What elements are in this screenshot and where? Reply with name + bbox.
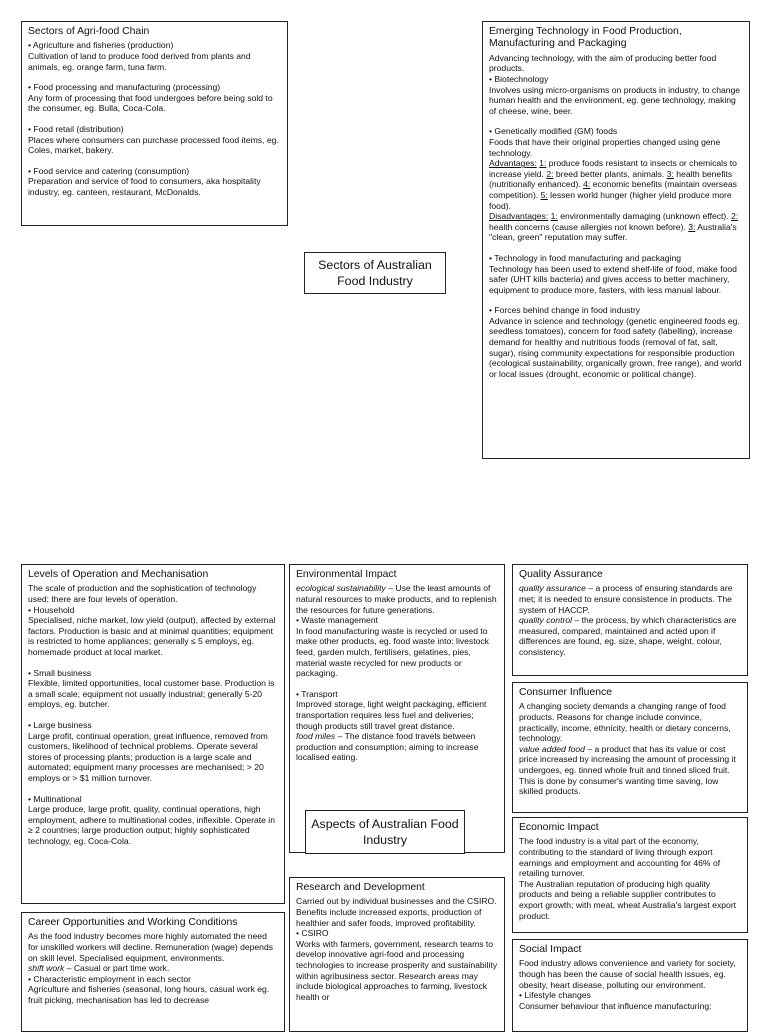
qc-text: – the process, by which characteristics are measured, compared, maintained and acted upon if differences are found, eg. size, shape, weight, colour, consistency.: [519, 615, 737, 657]
transport-text: Improved storage, light weight packaging, efficient transportation requires less fuel and deliveries; though products still travel great distance.: [296, 699, 487, 731]
waste-label: • Waste management: [296, 615, 378, 626]
career-title: Career Opportunities and Working Conditions: [28, 917, 238, 928]
eco-term: ecological sustainability: [296, 583, 386, 594]
career-intro: As the food industry becomes more highly automated the need for unskilled workers will decline. Remuneration (wage) depends on skill level. Specialised equipment, environments.: [28, 931, 274, 963]
gm-advantages: [489, 158, 743, 211]
consumer-title: Consumer Influence: [519, 687, 612, 698]
eco-def: – Use the least amounts of natural resources to make products, and to replenish the resources for future generations.: [296, 583, 497, 615]
dis-label: Disadvantages:: [489, 211, 549, 222]
social-title: Social Impact: [519, 944, 582, 955]
chain-item-text: Any form of processing that food undergoes before being sold to the consumer, eg. Bulla, Coca-Cola.: [28, 92, 273, 114]
biotech-text: Involves using micro-organisms on products in industry, to change human health and the environment, eg. gene technology, making of cheese, wine, beer.: [489, 84, 741, 116]
adv-text: produce foods resistant to insects or chemicals to increase yield.: [489, 158, 737, 179]
adv-text: breed better plants, animals.: [553, 168, 665, 179]
levels-title: Levels of Operation and Mechanisation: [28, 569, 209, 580]
adv-num: 5:: [540, 189, 548, 200]
gm-label: • Genetically modified (GM) foods: [489, 126, 618, 137]
research-title: Research and Development: [296, 882, 425, 893]
shift-work: [28, 963, 278, 974]
multinational-text: Large produce, large profit, quality, continual operations, high employment, adhere to multinational codes, inflexible. Operate in ≥ 2 countries; large production output; highly sophisticated technology, eg. Coca-Cola.: [28, 804, 275, 846]
tech-text: Technology has been used to extend shelf-life of food, make food safer (UHT kills bacteria) and gives access to better machinery, equipment to produce more, fasters, with less manual labour.: [489, 263, 737, 295]
household-label: • Household: [28, 604, 75, 615]
quality-title: Quality Assurance: [519, 569, 603, 580]
dis-text: environmentally damaging (unknown effect).: [557, 211, 729, 222]
chain-item-label: • Food service and catering (consumption): [28, 165, 190, 176]
adv-text: health benefits (nutritionally enhanced).: [489, 168, 733, 190]
dis-num: 2:: [731, 211, 739, 222]
chain-item-text: Places where consumers can purchase processed food items, eg. Coles, market, bakery.: [28, 134, 279, 156]
career-box: [21, 912, 285, 1032]
qc-def: [519, 615, 741, 657]
levels-operation-box: [21, 564, 285, 904]
dis-text: Australia's "clean, green" reputation may suffer.: [489, 221, 737, 243]
aspects-industry-title: [305, 810, 465, 854]
dis-num: 3:: [688, 221, 696, 232]
emerging-tech-title: Emerging Technology in Food Production, Manufacturing and Packaging: [489, 26, 682, 50]
economic-p1: The food industry is a vital part of the economy, contributing to the standard of living through export earnings and employment and accounting for 46% of retailing turnover.: [519, 836, 721, 879]
small-business-text: Flexible, limited opportunities, local customer base. Production is a small scale; equipment not usually industrial; generally 5-20 employs, eg. butcher.: [28, 678, 275, 710]
vaf-text: – a product that has its value or cost price increased by increasing the amount of processing it undergoes, eg. tinned whole fruit and tinned sliced fruit. This is done by consumer's wanting time saving, low skilled products.: [519, 743, 736, 797]
emerging-tech-box: [482, 21, 750, 459]
biotech-label: • Biotechnology: [489, 74, 549, 84]
economic-title: Economic Impact: [519, 822, 599, 833]
chain-item-label: • Food processing and manufacturing (processing): [28, 82, 221, 93]
adv-num: 2:: [546, 168, 554, 179]
large-business-label: • Large business: [28, 719, 92, 730]
household-text: Specialised, niche market, low yield (output), affected by external factors. Production is basic and at minimal quantities; equipment is restricted to home appliances; generally ≤ 5 employs, eg. homemade product at local market.: [28, 615, 276, 657]
miles-def: – The distance food travels between production and consumption; aiming to increase localised eating.: [296, 731, 479, 763]
gm-text: Foods that have their original properties changed using gene technology.: [489, 136, 721, 158]
multinational-label: • Multinational: [28, 793, 82, 804]
sectors-industry-title: [304, 252, 446, 294]
forces-text: Advance in science and technology (genetic engineered foods eg. seedless tomatoes), concern for food safety (labelling), increase demand for healthy and nutritious foods (removal of fat, salt, sugar), rising community expectations for responsible production (ecological sustainability, organically grown, free range), and world or local issues (drought, economic or political change).: [489, 315, 742, 379]
consumer-box: [512, 682, 748, 813]
tech-label: • Technology in food manufacturing and packaging: [489, 252, 682, 263]
transport-label: • Transport: [296, 688, 338, 699]
research-box: [289, 877, 505, 1032]
food-miles: [296, 731, 498, 763]
adv-num: 3:: [666, 168, 674, 179]
consumer-intro: A changing society demands a changing range of food products. Reasons for change include convince, practically, income, ethnicity, health or dietary concerns, technology.: [519, 701, 731, 744]
char-text: Agriculture and fisheries (seasonal, long hours, casual work eg. fruit picking, mechanisation has led to decrease: [28, 984, 270, 1005]
quality-box: [512, 564, 748, 676]
levels-intro: The scale of production and the sophistication of technology used; there are four levels of operation.: [28, 583, 257, 604]
shift-term: shift work: [28, 963, 65, 974]
adv-num: 1:: [539, 158, 547, 169]
forces-label: • Forces behind change in food industry: [489, 305, 641, 316]
sectors-chain-title: Sectors of Agri-food Chain: [28, 26, 150, 37]
dis-text: health concerns (cause allergies not known before).: [489, 221, 686, 232]
economic-box: [512, 817, 748, 933]
char-label: • Characteristic employment in each sector: [28, 973, 192, 984]
csiro-text: Works with farmers, government, research teams to develop innovative agri-food and processing technologies to increase prosperity and sustainability within agribusiness sector. Research areas may include biological approaches to farming, livestock health or: [296, 938, 498, 1002]
aspects-industry-title-text: Aspects of Australian Food Industry: [311, 817, 459, 847]
lifestyle-text: Consumer behaviour that influence manufacturing:: [519, 1000, 712, 1011]
adv-num: 4:: [583, 179, 591, 190]
chain-item-text: Preparation and service of food to consumers, aka hospitality industry, eg. canteen, restaurant, McDonalds.: [28, 176, 261, 197]
chain-item-label: • Agriculture and fisheries (production): [28, 40, 174, 51]
small-business-label: • Small business: [28, 667, 92, 678]
emerging-intro: Advancing technology, with the aim of producing better food products.: [489, 52, 717, 74]
csiro-label: • CSIRO: [296, 928, 329, 939]
value-added-food: [519, 744, 741, 797]
lifestyle-label: • Lifestyle changes: [519, 990, 591, 1001]
gm-disadvantages: [489, 211, 743, 243]
qc-term: quality control: [519, 615, 573, 626]
adv-text: lessen world hunger (higher yield produce more food).: [489, 189, 732, 211]
social-box: [512, 939, 748, 1032]
sectors-industry-title-text: Sectors of Australian Food Industry: [318, 258, 432, 288]
shift-def: – Casual or part time work.: [64, 963, 170, 974]
chain-item-label: • Food retail (distribution): [28, 123, 124, 134]
environmental-title: Environmental Impact: [296, 569, 397, 580]
qa-text: – a process of ensuring standards are met; it is needed to ensure consistence in products. The system of HACCP.: [519, 583, 733, 615]
economic-p2: The Australian reputation of producing high quality products and being a reliable supplier contributes to export growth; with meat, wheat Australia's largest export product.: [519, 878, 737, 921]
qa-def: [519, 583, 741, 615]
large-business-text: Large profit, continual operation, great influence, removed from customers, likelihood of technical problems. Operate several stores of processing plants; production is a large scale and automated; equipment many processes are mechanised; > 20 employs or > $1 million turnover.: [28, 730, 268, 783]
research-intro: Carried out by individual businesses and the CSIRO. Benefits include increased exports, production of healthier and safer foods, improved profitability.: [296, 896, 497, 928]
vaf-term: value added food: [519, 743, 585, 754]
waste-text: In food manufacturing waste is recycled or used to make other products, eg. food waste into: livestock feed, garden mulch, fertilisers, gelatines, pies, material waste recycled for new products or packaging.: [296, 625, 489, 679]
miles-term: food miles: [296, 731, 336, 742]
dis-num: 1:: [550, 211, 558, 222]
social-p1: Food industry allows convenience and variety for society, though has been the cause of social health issues, eg. obesity, heart disease, polluting our environment.: [519, 958, 736, 990]
eco-sustainability: [296, 583, 498, 615]
chain-item-text: Cultivation of land to produce food derived from plants and animals, eg. orange farm, tuna farm.: [28, 51, 251, 72]
sectors-chain-box: [21, 21, 288, 226]
adv-label: Advantages:: [489, 158, 537, 169]
adv-text: economic benefits (maintain overseas competition).: [489, 179, 737, 200]
qa-term: quality assurance: [519, 583, 586, 594]
